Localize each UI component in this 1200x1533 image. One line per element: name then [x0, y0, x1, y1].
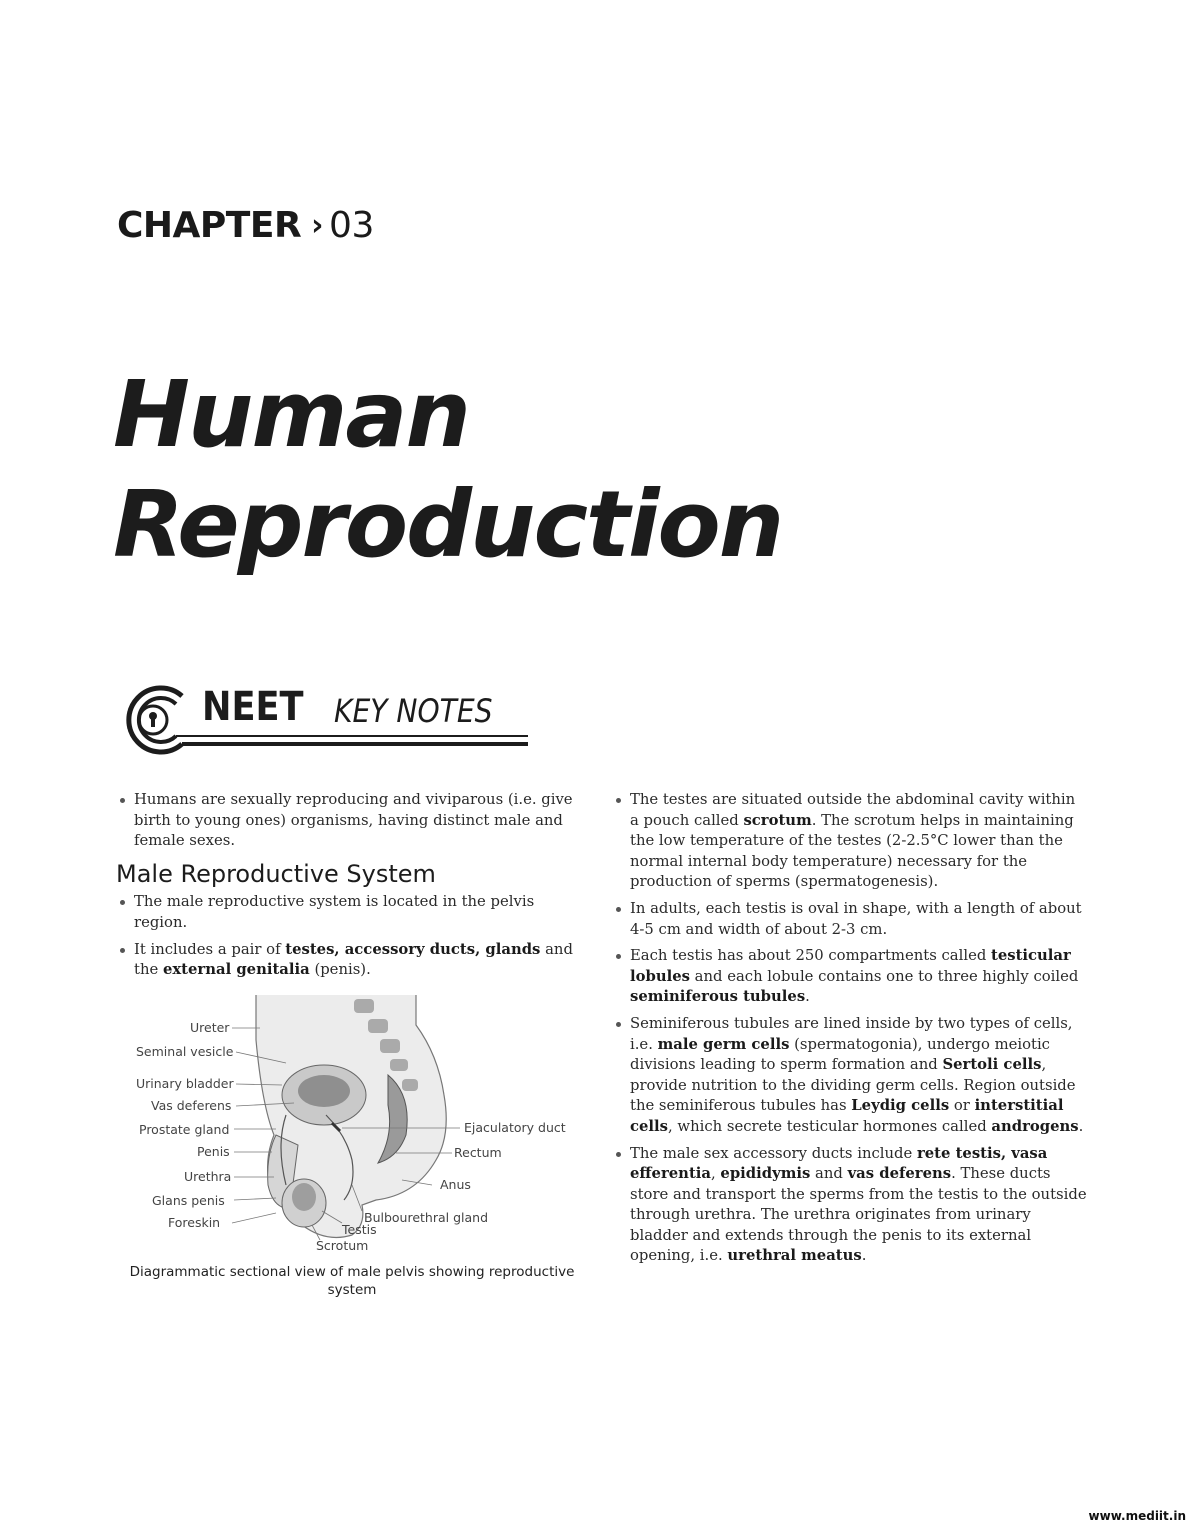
section-heading: Male Reproductive System	[116, 859, 436, 888]
label-prostate-gland: Prostate gland	[139, 1122, 230, 1137]
title-line-1: Human	[113, 361, 469, 468]
title-line-2: Reproduction	[113, 471, 783, 578]
list-item: Humans are sexually reproducing and viviparous (i.e. give birth to young ones) organisms, having distinct male and female sexes.	[116, 790, 586, 852]
left-column	[116, 790, 586, 987]
chapter-number: 03	[329, 205, 374, 246]
footer-url: www.mediit.in	[1088, 1509, 1186, 1523]
list-item: In adults, each testis is oval in shape, with a length of about 4-5 cm and width of about 2-3 cm.	[612, 899, 1087, 940]
chevron-right-icon: ›	[311, 208, 324, 243]
male-pelvis-diagram	[126, 985, 586, 1315]
label-anus: Anus	[440, 1177, 471, 1192]
label-scrotum: Scrotum	[316, 1238, 369, 1253]
list-item: The male reproductive system is located in the pelvis region.	[116, 892, 586, 933]
label-bulbourethral-gland: Bulbourethral gland	[364, 1210, 489, 1225]
list-item: The male sex accessory ducts include rete testis, vasa efferentia, epididymis and vas deferens. These ducts store and transport the sperms from the testis to the outside through urethra. The urethra originates from urinary bladder and extends through the penis to its external opening, i.e. urethral meatus.	[612, 1144, 1087, 1268]
list-item: The testes are situated outside the abdominal cavity within a pouch called scrotum. The scrotum helps in maintaining the low temperature of the testes (2-2.5°C lower than the normal internal body temperature) necessary for the production of sperms (spermatogenesis).	[612, 790, 1087, 893]
label-testis: Testis	[342, 1222, 377, 1237]
neet-key-notes-banner	[116, 680, 536, 760]
label-ureter: Ureter	[190, 1020, 230, 1035]
chapter-label	[117, 205, 374, 246]
list-item: Each testis has about 250 compartments called testicular lobules and each lobule contains one to three highly coiled seminiferous tubules.	[612, 946, 1087, 1008]
label-urinary-bladder: Urinary bladder	[136, 1076, 234, 1091]
label-penis: Penis	[197, 1144, 230, 1159]
label-vas-deferens: Vas deferens	[151, 1098, 232, 1113]
list-item: Seminiferous tubules are lined inside by two types of cells, i.e. male germ cells (spermatogonia), undergo meiotic divisions leading to sperm formation and Sertoli cells, provide nutrition to the dividing germ cells. Region outside the seminiferous tubules has Leydig cells or interstitial cells, which secrete testicular hormones called androgens.	[612, 1014, 1087, 1138]
label-rectum: Rectum	[454, 1145, 502, 1160]
page-title	[113, 360, 782, 580]
chapter-word: CHAPTER	[117, 205, 302, 246]
label-ejaculatory-duct: Ejaculatory duct	[464, 1120, 566, 1135]
label-glans-penis: Glans penis	[152, 1193, 225, 1208]
banner-neet: NEET	[202, 684, 304, 730]
list-item: It includes a pair of testes, accessory ducts, glands and the external genitalia (penis).	[116, 940, 586, 981]
right-column	[612, 790, 1087, 1273]
label-urethra: Urethra	[184, 1169, 232, 1184]
figure-caption: Diagrammatic sectional view of male pelvis showing reproductive system	[129, 1264, 575, 1298]
label-seminal-vesicle: Seminal vesicle	[136, 1044, 234, 1059]
label-foreskin: Foreskin	[168, 1215, 221, 1230]
banner-key-notes: KEY NOTES	[334, 692, 493, 730]
